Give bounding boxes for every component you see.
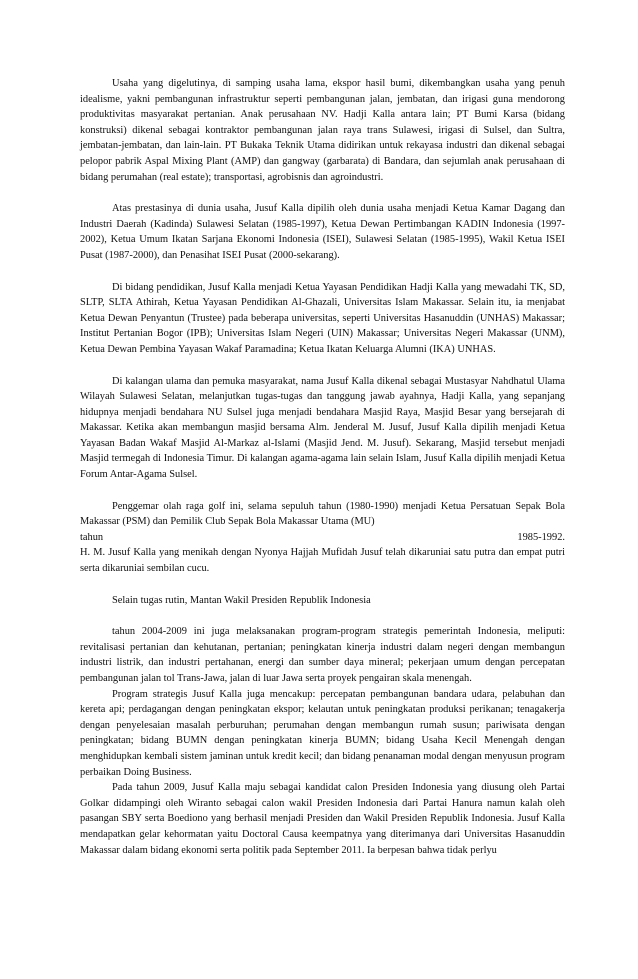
sports-years-label: tahun	[80, 531, 104, 543]
sports-years-line	[80, 530, 565, 546]
paragraph-strategic-programs: tahun 2004-2009 ini juga melaksanakan program-program strategis pemerintah Indonesia, meliputi: revitalisasi pertanian dan kehutanan, pertanian; peningkatan kinerja industri dalam negeri dengan membangun industri listrik, dan industri pertahanan, energi dan sumber daya mineral; pekerjaan umum dengan percepatan pembangunan jalan tol Trans-Jawa, jalan di luar Jawa serta proyek pengairan skala menengah.	[80, 626, 565, 684]
document-page	[80, 76, 565, 858]
paragraph-business-achievements: Atas prestasinya di dunia usaha, Jusuf Kalla dipilih oleh dunia usaha menjadi Ketua Kamar Dagang dan Industri Daerah (Kadinda) Sulawesi Selatan (1985-1997), Ketua Dewan Pertimbangan KADIN Indonesia (1997-2002), Ketua Umum Ikatan Sarjana Ekonomi Indonesia (ISEI), Sulawesi Selatan (1985-1995), Wakil Ketua ISEI Pusat (1987-2000), dan Penasihat ISEI Pusat (2000-sekarang).	[80, 203, 565, 261]
paragraph-family: H. M. Jusuf Kalla yang menikah dengan Nyonya Hajjah Mufidah Jusuf telah dikaruniai satu putra dan empat putri serta dikaruniai sembilan cucu.	[80, 547, 565, 575]
paragraph-business-ventures: Usaha yang digelutinya, di samping usaha lama, ekspor hasil bumi, dikembangkan usaha yang penuh idealisme, yakni pembangunan infrastruktur seperti pembangunan jalan, jembatan, dan irigasi guna mendorong produktivitas masyarakat pertanian. Anak perusahaan NV. Hadji Kalla antara lain; PT Bumi Karsa (bidang konstruksi) dikenal sebagai kontraktor pembangunan jalan raya trans Sulawesi, irigasi di Sulsel, dan Sultra, jembatan-jembatan, dan lain-lain. PT Bukaka Teknik Utama didirikan untuk rekayasa industri dan dikenal sebagai pelopor pabrik Aspal Mixing Plant (AMP) dan gangway (garbarata) di Bandara, dan sejumlah anak perusahaan di bidang perumahan (real estate); transportasi, agrobisnis dan agroindustri.	[80, 78, 565, 183]
paragraph-sports-roles: Penggemar olah raga golf ini, selama sepuluh tahun (1980-1990) menjadi Ketua Persatuan Sepak Bola Makassar (PSM) dan Pemilik Club Sepak Bola Makassar Utama (MU)	[80, 500, 565, 528]
paragraph-program-details: Program strategis Jusuf Kalla juga mencakup: percepatan pembangunan bandara udara, pelabuhan dan kereta api; perdagangan dengan peningkatan ekspor; kelautan untuk peningkatan produksi perikanan; tenagakerja dengan penyelesaian masalah perburuhan; perumahan dengan membangun rumah susun; pariwisata dengan peningkatan; bidang BUMN dengan peningkatan kinerja BUMN; bidang Usaha Kecil Menengah dengan menghidupkan kembali sistem jaminan untuk kredit kecil; dan bidang penanaman modal dengan menyusun program perbaikan Doing Business.	[80, 688, 565, 778]
sports-years-value: 1985-1992.	[517, 531, 565, 543]
paragraph-presidential-candidacy: Pada tahun 2009, Jusuf Kalla maju sebagai kandidat calon Presiden Indonesia yang diusung oleh Partai Golkar didampingi oleh Wiranto sebagai calon wakil Presiden Indonesia dari Partai Hanura namun kalah oleh pasangan SBY serta Boediono yang berhasil menjadi Presiden dan Wakil Presiden Republik Indonesia. Jusuf Kalla mendapatkan gelar kehormatan yaitu Doctoral Causa keempatnya yang diterimanya dari Universitas Hasanuddin Makassar dalam bidang ekonomi serta politik pada September 2011. Ia berpesan bahwa tidak perlyu	[80, 782, 565, 856]
paragraph-vice-president-intro: Selain tugas rutin, Mantan Wakil Presiden Republik Indonesia	[112, 594, 371, 606]
paragraph-religious-roles: Di kalangan ulama dan pemuka masyarakat, nama Jusuf Kalla dikenal sebagai Mustasyar Nahdhatul Ulama Wilayah Sulawesi Selatan, melanjutkan tugas-tugas dan tanggung jawab ayahnya, Hadji Kalla, yang sepanjang hidupnya menjadi bendahara NU Sulsel juga menjadi bendahara Masjid Raya, Masjid Besar yang bersejarah di Makassar. Ketika akan membangun masjid bersama Alm. Jenderal M. Jusuf, Jusuf Kalla dipilih menjadi Ketua Yayasan Badan Wakaf Masjid Al-Markaz al-Islami (Masjid Jend. M. Jusuf). Sekarang, Masjid tersebut menjadi Masjid termegah di Indonesia Timur. Di kalangan agama-agama lain selain Islam, Jusuf Kalla dipilih menjadi Ketua Forum Antar-Agama Sulsel.	[80, 375, 565, 481]
paragraph-education-roles: Di bidang pendidikan, Jusuf Kalla menjadi Ketua Yayasan Pendidikan Hadji Kalla yang mewadahi TK, SD, SLTP, SLTA Athirah, Ketua Yayasan Pendidikan Al-Ghazali, Universitas Islam Makassar. Selain itu, ia menjabat Ketua Dewan Penyantun (Trustee) pada beberapa universitas, seperti Universitas Hasanuddin (UNHAS) Makassar; Institut Pertanian Bogor (IPB); Universitas Islam Negeri (UIN) Makassar; Universitas Negeri Makassar (UNM), Ketua Dewan Pembina Yayasan Wakaf Paramadina; Ketua Ikatan Keluarga Alumni (IKA) UNHAS.	[80, 281, 565, 355]
